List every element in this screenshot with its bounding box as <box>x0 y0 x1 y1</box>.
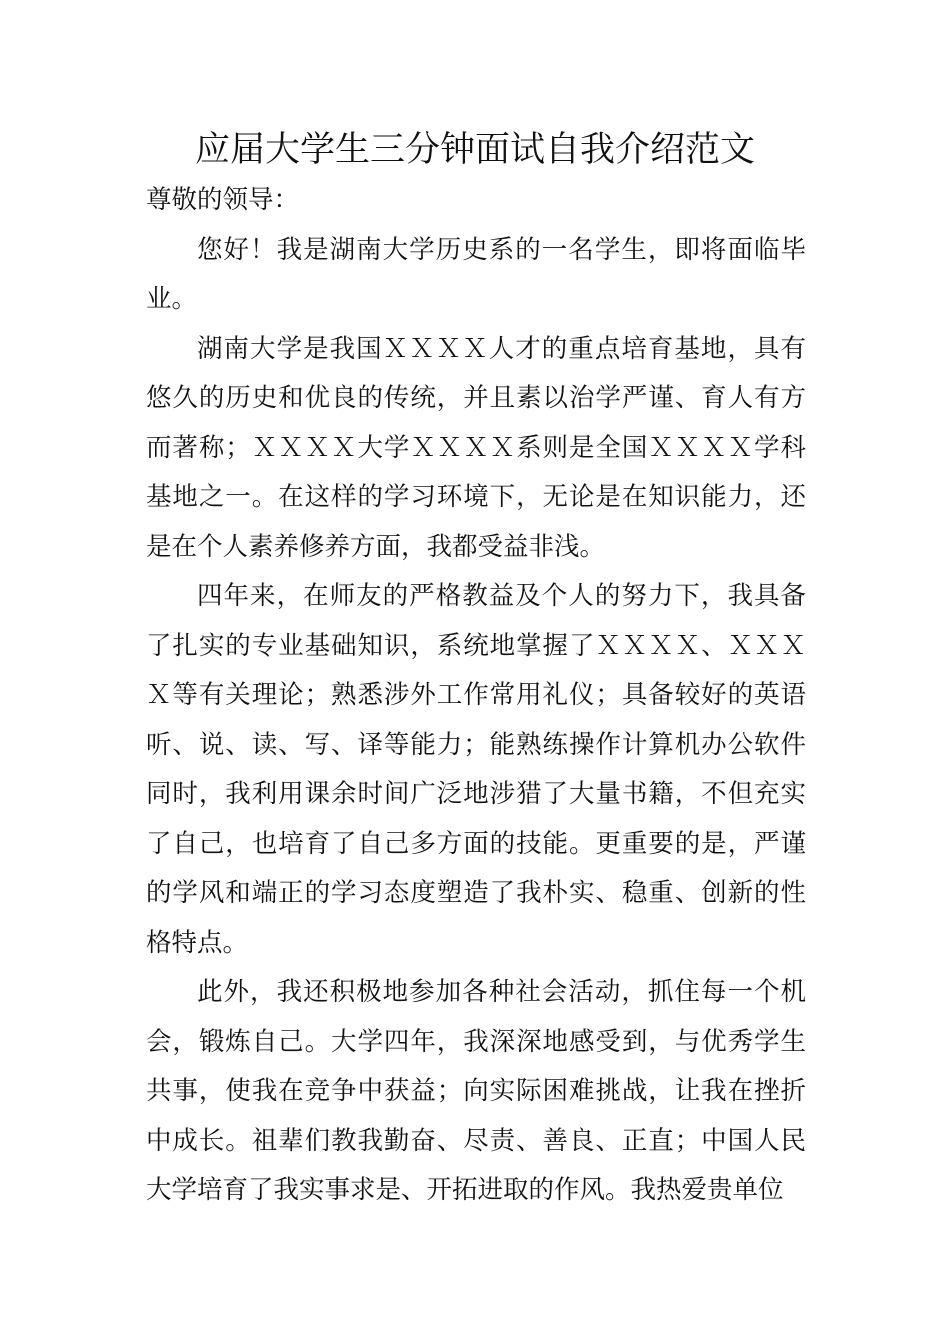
paragraph-university: 湖南大学是我国ＸＸＸＸ人才的重点培育基地，具有悠久的历史和优良的传统，并且素以治学严谨、育人有方而著称；ＸＸＸＸ大学ＸＸＸＸ系则是全国ＸＸＸＸ学科基地之一。在这样的学习环境下，无论是在知识能力，还是在个人素养修养方面，我都受益非浅。 <box>146 333 806 562</box>
document-body <box>146 176 806 1216</box>
paragraph-greeting: 您好！我是湖南大学历史系的一名学生，即将面临毕业。 <box>146 234 806 314</box>
salutation: 尊敬的领导： <box>146 185 300 215</box>
paragraph-activities: 此外，我还积极地参加各种社会活动，抓住每一个机会，锻炼自己。大学四年，我深深地感受到，与优秀学生共事，使我在竞争中获益；向实际困难挑战，让我在挫折中成长。祖辈们教我勤奋、尽责、善良、正直；中国人民大学培育了我实事求是、开拓进取的作风。我热爱贵单位 <box>146 977 806 1205</box>
paragraph-study: 四年来，在师友的严格教益及个人的努力下，我具备了扎实的专业基础知识，系统地掌握了ＸＸＸＸ、ＸＸＸＸ等有关理论；熟悉涉外工作常用礼仪；具备较好的英语听、说、读、写、译等能力；能熟练操作计算机办公软件同时，我利用课余时间广泛地涉猎了大量书籍，不但充实了自己，也培育了自己多方面的技能。更重要的是，严谨的学风和端正的学习态度塑造了我朴实、稳重、创新的性格特点。 <box>146 581 806 958</box>
document-title: 应届大学生三分钟面试自我介绍范文 <box>194 130 755 170</box>
